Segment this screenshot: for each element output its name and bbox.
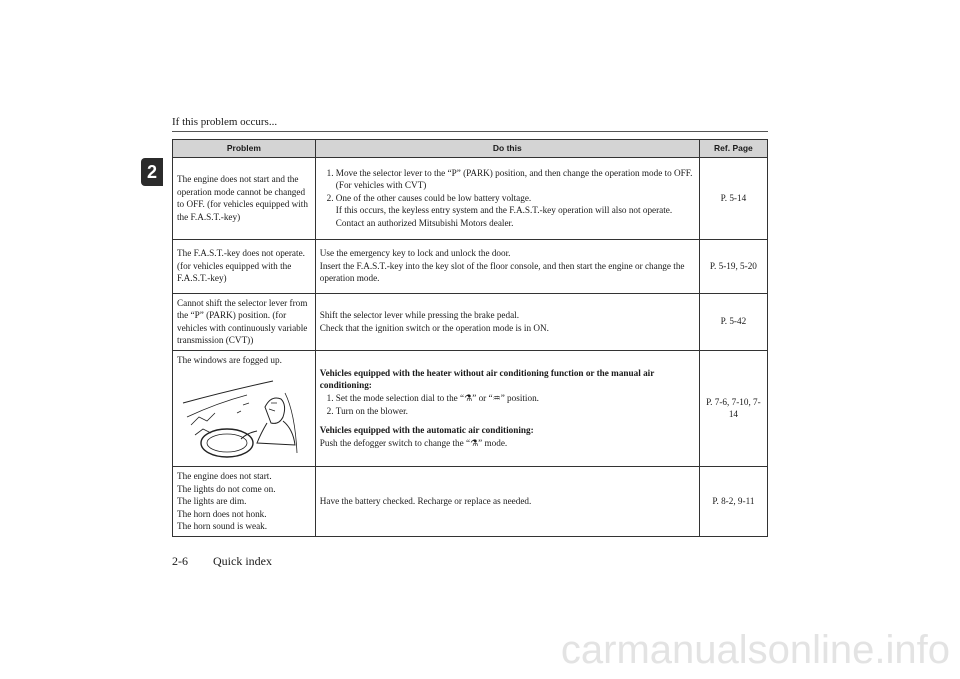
problem-line: The horn sound is weak. (177, 521, 268, 532)
chapter-tab: 2 (141, 158, 163, 186)
table-row (173, 157, 768, 239)
table-row (173, 466, 768, 536)
header-do-this: Do this (315, 140, 699, 158)
step-text: ” position. (500, 392, 539, 403)
do-this-cell (315, 157, 699, 239)
ref-page-cell: P. 5-42 (699, 293, 767, 350)
ref-page-cell: P. 5-14 (699, 157, 767, 239)
ref-page-cell: P. 5-19, 5-20 (699, 239, 767, 293)
step-item (336, 392, 695, 406)
problem-line: The lights are dim. (177, 496, 247, 507)
manual-ac-heading: Vehicles equipped with the heater without air conditioning function or the manual air conditioning: (319, 367, 655, 391)
problem-cell: The F.A.S.T.-key does not operate. (for vehicles equipped with the F.A.S.T.-key) (173, 239, 316, 293)
step-item (336, 192, 695, 230)
problem-line: The horn does not honk. (177, 508, 267, 519)
header-ref-page: Ref. Page (699, 140, 767, 158)
table-row (173, 239, 768, 293)
do-this-cell (315, 293, 699, 350)
auto-ac-heading: Vehicles equipped with the automatic air conditioning: (319, 425, 534, 436)
step-sub-text: Contact an authorized Mitsubishi Motors dealer. (335, 217, 514, 228)
do-line: Shift the selector lever while pressing the brake pedal. (319, 310, 520, 321)
watermark: carmanualsonline.info (560, 628, 950, 672)
problem-cell (173, 350, 316, 466)
do-this-cell (315, 239, 699, 293)
auto-ac-text: Push the defogger switch to change the “⚗” mode. (319, 437, 508, 449)
steps-list (320, 392, 695, 418)
page-title: If this problem occurs... (172, 116, 278, 128)
do-this-cell: Have the battery checked. Recharge or replace as needed. (315, 466, 699, 536)
problem-cell: The engine does not start and the operation mode cannot be changed to OFF. (for vehicles equipped with the F.A.S.T.-key) (173, 157, 316, 239)
defroster-icon: ♒ (492, 393, 501, 404)
do-line: Use the emergency key to lock and unlock the door. (319, 248, 511, 259)
do-line: Insert the F.A.S.T.-key into the key slot of the floor console, and then start the engine or change the operation mode. (319, 260, 685, 284)
step-text: ” or “ (472, 392, 493, 403)
header-problem: Problem (173, 140, 316, 158)
step-item: 1. Move the selector lever to the “P” (PARK) position, and then change the operation mode to OFF. (For vehicles with CVT) (336, 167, 695, 192)
step-sub-text: If this occurs, the keyless entry system and the F.A.S.T.-key operation will also not operate. (335, 205, 673, 216)
ref-page-cell: P. 7-6, 7-10, 7-14 (699, 350, 767, 466)
fogged-window-illustration (177, 373, 301, 459)
problem-cell (173, 466, 316, 536)
defog-auto-icon: ⚗ (470, 438, 479, 449)
quick-index-table (172, 139, 768, 537)
table-header-row (173, 140, 768, 158)
do-line: Check that the ignition switch or the operation mode is in ON. (319, 322, 549, 333)
page-number: 2-6 (172, 554, 188, 568)
table-row (173, 293, 768, 350)
section-name: Quick index (213, 554, 272, 568)
problem-text: The windows are fogged up. (177, 354, 282, 365)
steps-list (320, 167, 695, 230)
header-rule (172, 131, 768, 132)
ref-page-cell: P. 8-2, 9-11 (699, 466, 767, 536)
do-this-cell (315, 350, 699, 466)
table-row (173, 350, 768, 466)
problem-line: The lights do not come on. (177, 483, 276, 494)
step-text: Set the mode selection dial to the “ (335, 392, 465, 403)
problem-line: The engine does not start. (177, 470, 272, 481)
defog-floor-icon: ⚗ (464, 393, 473, 404)
step-item: 2. Turn on the blower. (336, 405, 695, 418)
step-text: One of the other causes could be low battery voltage. (335, 192, 532, 203)
problem-cell: Cannot shift the selector lever from the “P” (PARK) position. (for vehicles with continuously variable transmission (CVT)) (173, 293, 316, 350)
